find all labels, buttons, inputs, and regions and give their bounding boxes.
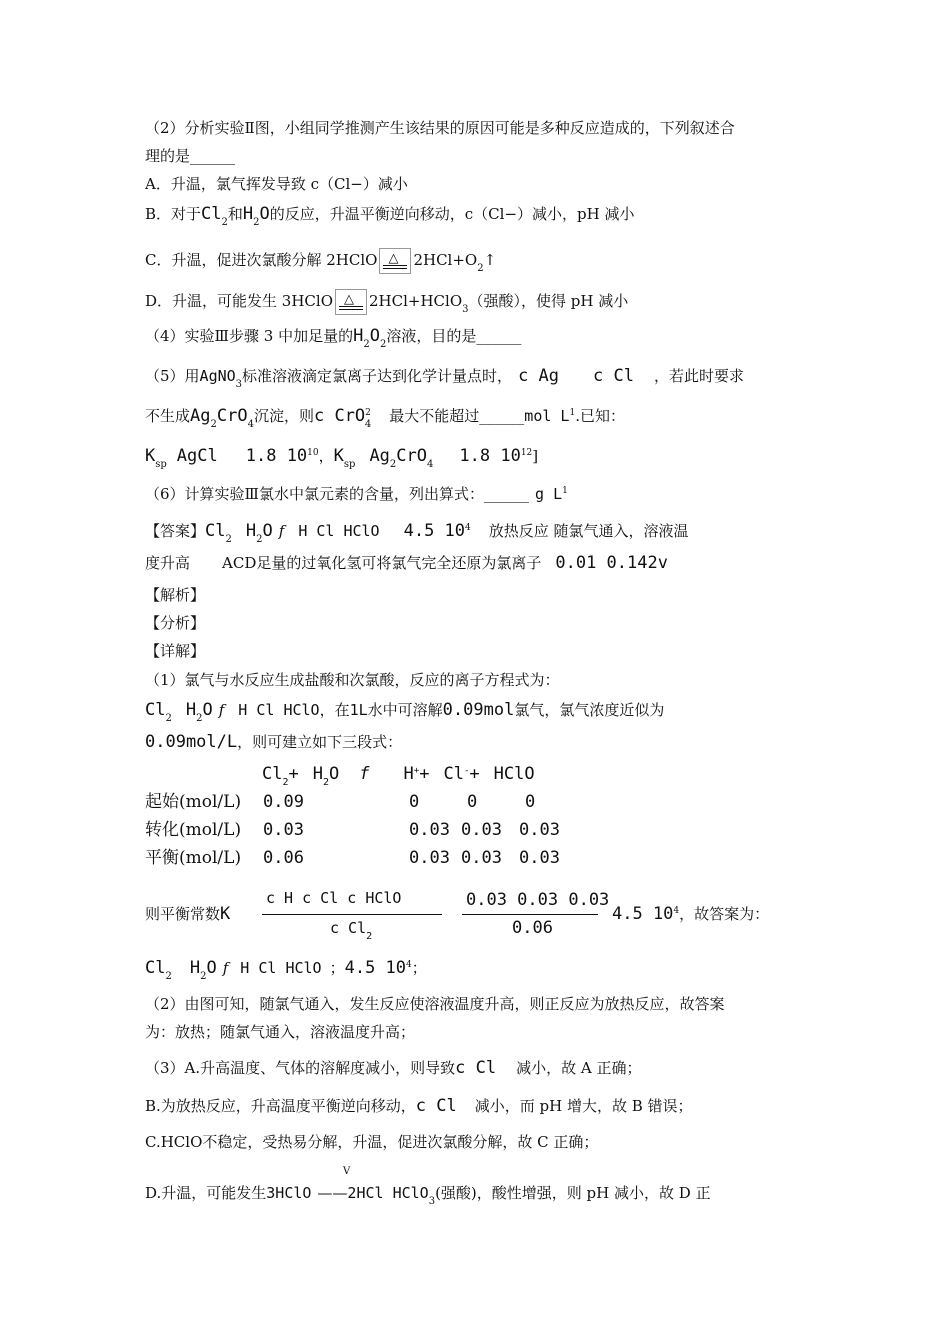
- kcalc-denominator: c $Cl_2$: [330, 919, 373, 942]
- q2-option-b: B．对于$Cl_2$和$H_2O$的反应，升温平衡逆向移动，c（Cl−）减小，pH 减小: [145, 204, 635, 228]
- q2-option-c: C．升温，促进次氯酸分解 2HClO△ $2HCl+O_2↑$: [145, 248, 496, 274]
- detail3-d: D.升温，可能发生3HClO ——2HCl HClO$_3$(强酸)，酸性增强，则 pH 减小，故 D 正: [145, 1184, 711, 1207]
- answer-line2: 度升高 ACD足量的过氧化氢可将氯气完全还原为氯离子 0.01 0.142v: [145, 553, 668, 573]
- detail1-equation: $Cl_2$ $H_2O$ f H Cl HClO，在1L水中可溶解0.09mol氯气，氯气浓度近似为: [145, 700, 665, 724]
- table-row: 转化(mol/L) 0.03 0.03 0.03 0.03: [145, 820, 560, 840]
- detail-label: 【详解】: [145, 642, 206, 660]
- table-header: $Cl_2+ H_2O$ f H++ Cl-+ HClO: [262, 764, 535, 788]
- heat-triangle-icon: [335, 289, 367, 315]
- k-answer-line: $Cl_2$ $H_2O$ f H Cl HClO ；4.5 $10^4$；: [145, 958, 427, 982]
- detail1-conc: 0.09mol/L，则可建立如下三段式：: [145, 732, 403, 752]
- answer-line1: 【答案】$Cl_2$ $H_2O$ f H Cl HClO 4.5 $10^4$ 放热反应 随氯气通入，溶液温: [145, 521, 689, 545]
- reaction-arrow-mark: V: [343, 1166, 351, 1177]
- detail1-intro: （1）氯气与水反应生成盐酸和次氯酸，反应的离子方程式为：: [145, 671, 560, 689]
- q6-line: （6）计算实验Ⅲ氯水中氯元素的含量，列出算式：______ g $L^1$: [145, 485, 568, 503]
- table-row: 起始(mol/L) 0.09 0 0 0: [145, 792, 536, 812]
- detail3-b: B.为放热反应，升高温度平衡逆向移动，c Cl 减小，而 pH 增大，故 B 错误；: [145, 1096, 693, 1116]
- fraction-bar: [262, 914, 442, 915]
- q5-line2: 不生成$Ag_2CrO_4$沉淀，则c CrO$^2_4$ 最大不能超过______mol $L^1$.已知：: [145, 406, 625, 430]
- q2-option-d: D．升温，可能发生 3HClO△ 2HCl+HClO$_3$（强酸），使得 pH 减小: [145, 289, 628, 315]
- q5-line1: （5）用AgNO$_3$标准溶液滴定氯离子达到化学计量点时， c Ag c Cl ，若此时要求: [145, 366, 744, 390]
- heat-triangle-icon: [379, 248, 411, 274]
- fenxi-label: 【分析】: [145, 614, 206, 632]
- q5-line3: $K_{sp}$ AgCl 1.8 $10^{10}$，$K_{sp}$ $Ag_2CrO_4$ 1.8 $10^{12}$]: [145, 446, 539, 470]
- detail3-a: （3）A.升高温度、气体的溶解度减小，则导致c Cl 减小，故 A 正确；: [145, 1058, 642, 1078]
- q2-line2: 理的是______: [145, 147, 236, 165]
- detail2-line2: 为：放热；随氯气通入，溶液温度升高；: [145, 1023, 416, 1041]
- analysis-label: 【解析】: [145, 586, 206, 604]
- q4-line: （4）实验Ⅲ步骤 3 中加足量的$H_2O_2$溶液，目的是______: [145, 326, 522, 350]
- kcalc-numerator: c H c Cl c HClO: [266, 889, 402, 907]
- kcalc-numerator-values: 0.03 0.03 0.03: [466, 890, 610, 910]
- kcalc-result: 4.5 $10^4$，故答案为：: [612, 904, 770, 924]
- q2-line1: （2）分析实验Ⅱ图，小组同学推测产生该结果的原因可能是多种反应造成的，下列叙述合: [145, 119, 735, 137]
- kcalc-label: 则平衡常数K: [145, 904, 231, 924]
- fraction-bar: [462, 914, 598, 915]
- kcalc-denominator-value: 0.06: [512, 918, 553, 938]
- q2-option-a: A．升温，氯气挥发导致 c（Cl−）减小: [145, 175, 408, 193]
- detail3-c: C.HClO不稳定，受热易分解，升温，促进次氯酸分解，故 C 正确；: [145, 1133, 599, 1151]
- table-row: 平衡(mol/L) 0.06 0.03 0.03 0.03: [145, 848, 560, 868]
- detail2-line1: （2）由图可知，随氯气通入，发生反应使溶液温度升高，则正反应为放热反应，故答案: [145, 995, 725, 1013]
